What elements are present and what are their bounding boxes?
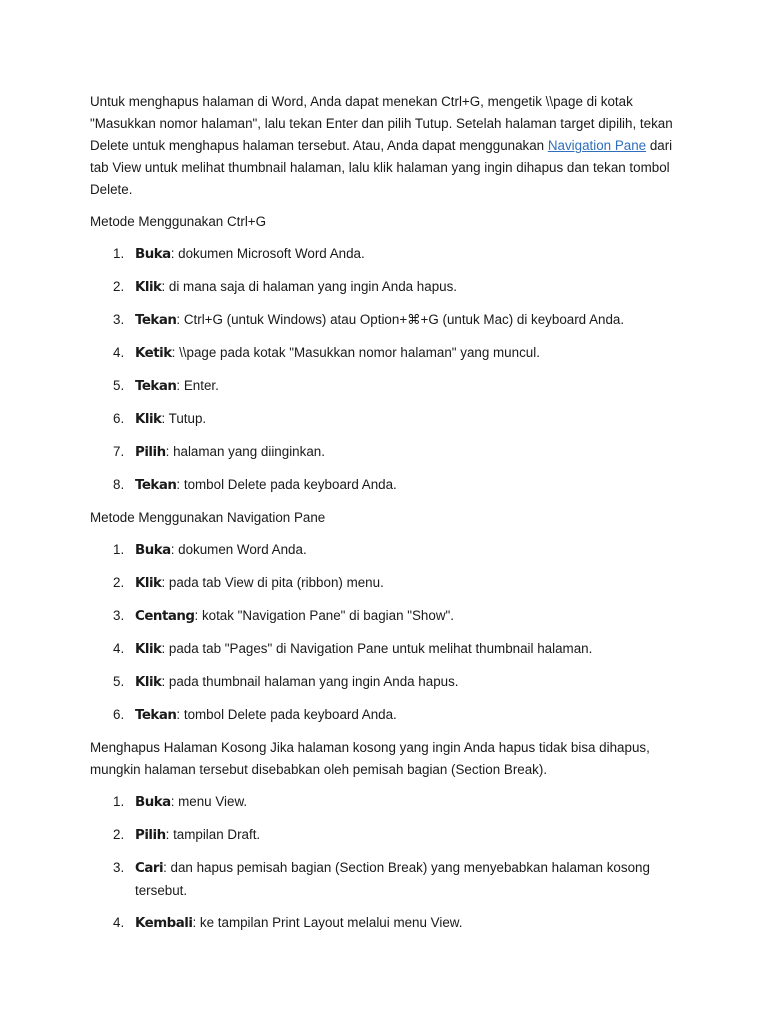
step-term: Kembali	[135, 916, 193, 931]
step-text: : ke tampilan Print Layout melalui menu View.	[192, 915, 463, 930]
list-number: 4.	[113, 641, 125, 656]
step-term: Klik	[135, 642, 162, 657]
step-term: Pilih	[135, 445, 166, 460]
step-text: : pada thumbnail halaman yang ingin Anda hapus.	[161, 674, 459, 689]
list-number: 1.	[113, 246, 125, 261]
step-term: Klik	[135, 412, 162, 427]
list-item	[90, 539, 680, 562]
step-term: Buka	[135, 247, 171, 262]
step-text: : kotak "Navigation Pane" di bagian "Show".	[194, 608, 454, 623]
step-term: Centang	[135, 609, 195, 624]
list-item	[90, 605, 680, 628]
step-text: : Ctrl+G (untuk Windows) atau Option+⌘+G (untuk Mac) di keyboard Anda.	[176, 312, 625, 327]
list-number: 6.	[113, 411, 125, 426]
list-item	[90, 474, 680, 497]
list-number: 3.	[113, 860, 125, 875]
list-item	[90, 824, 680, 847]
intro-text-after-link: dari tab View untuk melihat thumbnail halaman, lalu klik halaman yang ingin dihapus dan tekan tombol Delete.	[90, 138, 673, 197]
list-item	[90, 408, 680, 431]
step-text: : Enter.	[176, 378, 219, 393]
step-text: : menu View.	[170, 794, 248, 809]
step-text: : tombol Delete pada keyboard Anda.	[176, 477, 397, 492]
list-number: 2.	[113, 279, 125, 294]
step-term: Buka	[135, 795, 171, 810]
section1-steps-list	[90, 243, 680, 497]
intro-paragraph	[90, 91, 680, 201]
step-text: : pada tab View di pita (ribbon) menu.	[161, 575, 384, 590]
step-text: : dokumen Microsoft Word Anda.	[170, 246, 365, 261]
step-term: Buka	[135, 543, 171, 558]
list-item	[90, 912, 680, 935]
step-term: Klik	[135, 280, 162, 295]
list-item	[90, 572, 680, 595]
step-term: Klik	[135, 675, 162, 690]
list-item	[90, 375, 680, 398]
list-number: 4.	[113, 915, 125, 930]
list-number: 3.	[113, 608, 125, 623]
step-term: Ketik	[135, 346, 172, 361]
document-page	[90, 91, 680, 945]
list-item	[90, 704, 680, 727]
list-number: 2.	[113, 827, 125, 842]
list-item	[90, 243, 680, 266]
section1-heading: Metode Menggunakan Ctrl+G	[90, 214, 267, 229]
list-number: 8.	[113, 477, 125, 492]
list-item	[90, 309, 680, 332]
list-number: 7.	[113, 444, 125, 459]
list-number: 2.	[113, 575, 125, 590]
list-item	[90, 857, 680, 902]
step-text: : tombol Delete pada keyboard Anda.	[176, 707, 397, 722]
list-item	[90, 791, 680, 814]
step-text: : di mana saja di halaman yang ingin Anda hapus.	[161, 279, 458, 294]
list-number: 3.	[113, 312, 125, 327]
step-text: : pada tab "Pages" di Navigation Pane untuk melihat thumbnail halaman.	[161, 641, 593, 656]
step-text: : tampilan Draft.	[165, 827, 261, 842]
step-text: : \\page pada kotak "Masukkan nomor halaman" yang muncul.	[171, 345, 540, 360]
step-term: Tekan	[135, 313, 177, 328]
step-text: : dokumen Word Anda.	[170, 542, 307, 557]
step-text: : halaman yang diinginkan.	[165, 444, 325, 459]
section2-steps-list	[90, 539, 680, 727]
list-item	[90, 638, 680, 661]
intro-text-before-link: Untuk menghapus halaman di Word, Anda dapat menekan Ctrl+G, mengetik \\page di kotak "Masukkan nomor halaman", lalu tekan Enter dan pilih Tutup. Setelah halaman target dipilih, tekan Delete untuk menghapus halaman tersebut. Atau, Anda dapat menggunakan	[90, 94, 673, 153]
list-number: 6.	[113, 707, 125, 722]
step-term: Pilih	[135, 828, 166, 843]
list-item	[90, 342, 680, 365]
list-number: 1.	[113, 794, 125, 809]
section2-heading: Metode Menggunakan Navigation Pane	[90, 510, 326, 525]
section3-heading: Menghapus Halaman Kosong Jika halaman kosong yang ingin Anda hapus tidak bisa dihapus, mungkin halaman tersebut disebabkan oleh pemisah bagian (Section Break).	[90, 740, 650, 777]
step-term: Tekan	[135, 478, 177, 493]
step-term: Tekan	[135, 708, 177, 723]
list-number: 5.	[113, 378, 125, 393]
section3-steps-list	[90, 791, 680, 935]
list-item	[90, 441, 680, 464]
list-item	[90, 671, 680, 694]
navigation-pane-link[interactable]: Navigation Pane	[547, 138, 647, 153]
step-term: Tekan	[135, 379, 177, 394]
step-term: Klik	[135, 576, 162, 591]
step-text: : Tutup.	[161, 411, 207, 426]
step-term: Cari	[135, 861, 164, 876]
list-number: 4.	[113, 345, 125, 360]
step-text: : dan hapus pemisah bagian (Section Break) yang menyebabkan halaman kosong tersebut.	[135, 860, 650, 898]
list-number: 1.	[113, 542, 125, 557]
list-item	[90, 276, 680, 299]
list-number: 5.	[113, 674, 125, 689]
